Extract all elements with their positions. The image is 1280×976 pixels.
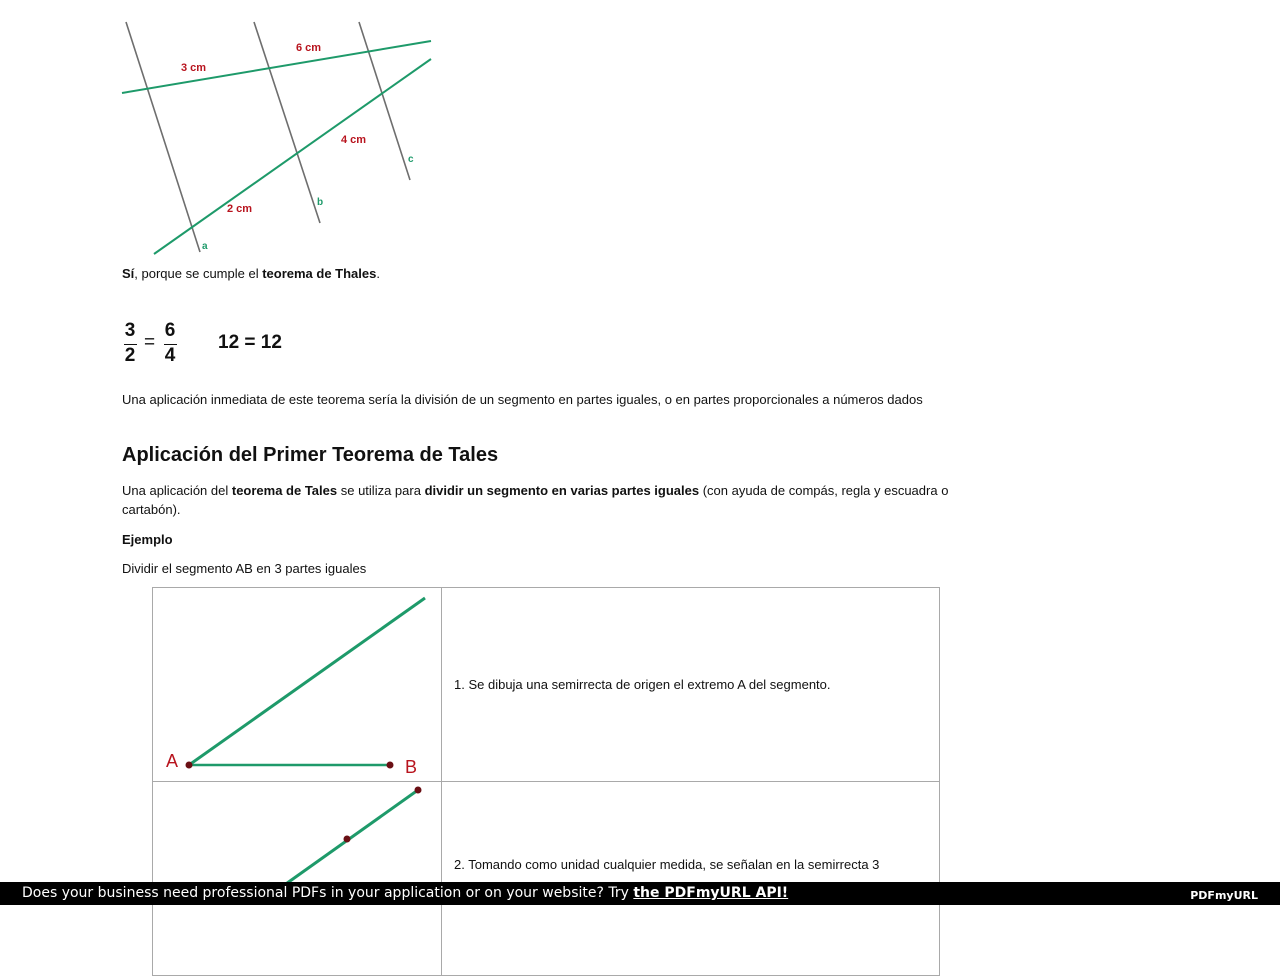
- step-1-figure-cell: [153, 588, 442, 782]
- label-point-a: A: [166, 751, 179, 771]
- fraction-1-denominator: 2: [124, 345, 136, 366]
- app-text-2: se utiliza para: [337, 483, 425, 498]
- step-2-ray: [283, 790, 418, 886]
- app-text-1: Una aplicación del: [122, 483, 232, 498]
- step-1-ray: [189, 598, 425, 765]
- thales-figure: [120, 18, 435, 256]
- answer-si: Sí: [122, 266, 135, 281]
- label-line-b: b: [317, 197, 324, 208]
- banner-api-link[interactable]: the PDFmyURL API!: [633, 885, 789, 901]
- answer-text: [122, 264, 380, 283]
- fraction-1-numerator: 3: [124, 320, 136, 341]
- step-2-mark-1: [344, 836, 351, 843]
- app-bold-divide: dividir un segmento en varias partes iguales: [424, 483, 700, 498]
- logo-text: PDFmyURL: [1190, 889, 1258, 902]
- label-line-c: c: [408, 154, 414, 165]
- label-2cm: 2 cm: [227, 203, 253, 215]
- step-2-figure: [153, 782, 441, 975]
- pdf-banner: [0, 882, 1280, 905]
- banner-message: [22, 882, 788, 905]
- label-point-b: B: [405, 757, 418, 777]
- label-3cm: 3 cm: [181, 62, 207, 74]
- paragraph-division: Una aplicación inmediata de este teorema sería la división de un segmento en partes iguales, o en partes proporcionales a números dados: [122, 392, 923, 407]
- fraction-2-numerator: 6: [164, 320, 176, 341]
- parallel-line-a: [126, 22, 200, 252]
- transversal-upper: [122, 41, 431, 93]
- step-2-mark-2: [415, 787, 422, 794]
- step-2-text: 2. Tomando como unidad cualquier medida, se señalan en la semirrecta 3: [442, 782, 940, 976]
- answer-theorem: teorema de Thales: [262, 266, 377, 281]
- formula: [120, 318, 300, 370]
- section-heading: Aplicación del Primer Teorema de Tales: [122, 444, 499, 466]
- formula-check: 12 = 12: [218, 332, 282, 353]
- example-label: Ejemplo: [122, 532, 173, 547]
- fraction-2-denominator: 4: [164, 345, 176, 366]
- step-2-figure-cell: [153, 782, 442, 976]
- point-b: [387, 762, 394, 769]
- label-line-a: a: [202, 241, 208, 252]
- label-6cm: 6 cm: [296, 42, 322, 54]
- point-a: [186, 762, 193, 769]
- pdfmyurl-logo[interactable]: [1190, 884, 1258, 907]
- table-row: [153, 588, 940, 782]
- transversal-lower: [154, 59, 431, 254]
- answer-end: .: [376, 266, 380, 281]
- table-row: [153, 782, 940, 976]
- app-bold-theorem: teorema de Tales: [231, 483, 338, 498]
- formula-equals: =: [144, 332, 156, 353]
- example-text: Dividir el segmento AB en 3 partes iguales: [122, 561, 367, 576]
- app-text-3: (con ayuda de compás, regla y escuadra o cartabón).: [122, 483, 949, 517]
- steps-table: [152, 587, 940, 976]
- banner-text: Does your business need professional PDFs in your application or on your website? Try: [22, 885, 634, 901]
- answer-middle: , porque se cumple el: [134, 266, 263, 281]
- step-1-figure: [153, 588, 441, 781]
- paragraph-application: [122, 481, 967, 519]
- label-4cm: 4 cm: [341, 134, 367, 146]
- step-1-text: 1. Se dibuja una semirrecta de origen el extremo A del segmento.: [442, 588, 940, 782]
